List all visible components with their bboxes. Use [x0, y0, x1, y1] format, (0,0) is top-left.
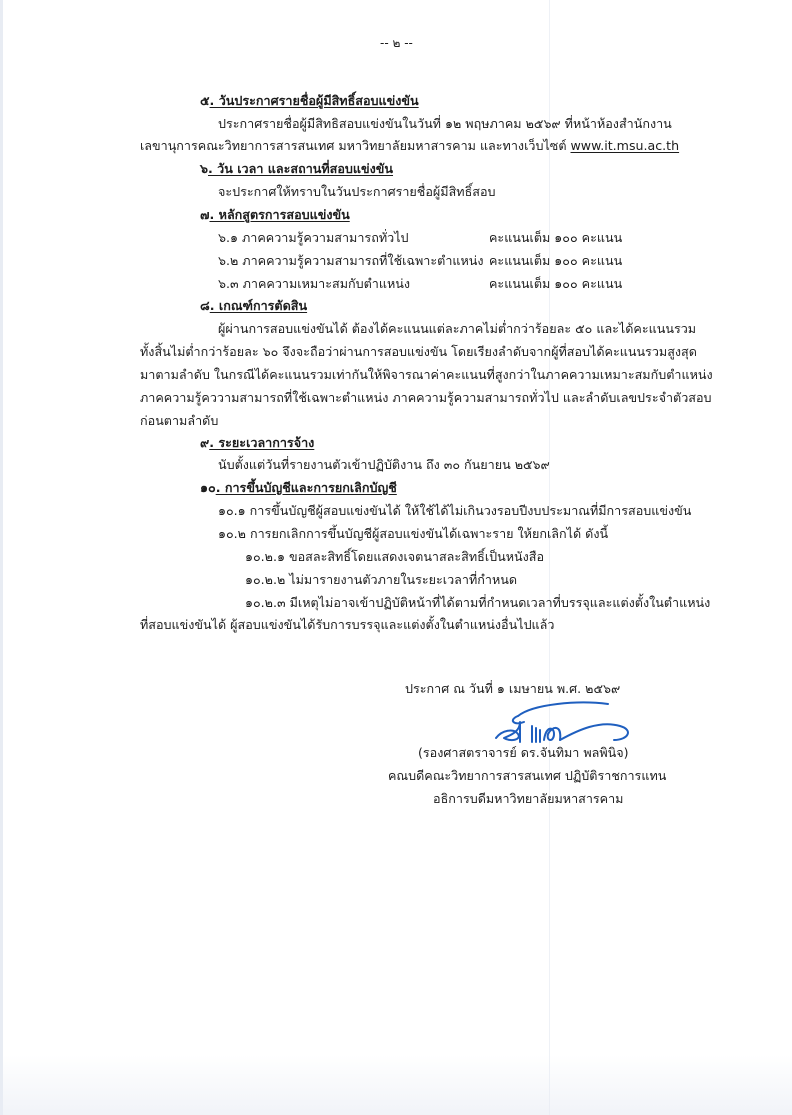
section-10-heading [200, 479, 397, 497]
section-number: ๘ [200, 298, 210, 313]
scan-artifact-line [549, 0, 550, 1115]
announcement-date: ประกาศ ณ วันที่ ๑ เมษายน พ.ศ. ๒๕๖๙ [405, 681, 621, 696]
section-8-text-line: ภาคความรู้คววามสามารถที่ใช้เฉพาะตำแหน่ง ภาคความรู้ความสามารถทั่วไป และลำดับเลขประจำตัวสอบ [140, 390, 712, 405]
scan-shadow [0, 1055, 792, 1115]
section-10-sub-item-1: ๑๐.๒.๑ ขอสละสิทธิ์โดยแสดงเจตนาสละสิทธิ์เป็นหนังสือ [245, 549, 545, 564]
curriculum-item-score: คะแนนเต็ม ๑๐๐ คะแนน [489, 253, 623, 268]
section-title: . ระยะเวลาการจ้าง [209, 435, 315, 450]
section-10-sub-item-2: ๑๐.๒.๒ ไม่มารายงานตัวภายในระยะเวลาที่กำหนด [245, 572, 518, 587]
section-title: . วันประกาศรายชื่อผู้มีสิทธิ์สอบแข่งขัน [209, 93, 419, 108]
section-title: . การขึ้นบัญชีและการยกเลิกบัญชี [215, 480, 397, 495]
section-title: . เกณฑ์การตัดสิน [209, 298, 308, 313]
section-9-heading [200, 434, 314, 452]
body-text: เลขานุการคณะวิทยาการสารสนเทศ มหาวิทยาลัยมหาสารคาม และทางเว็บไซต์ [140, 138, 571, 153]
section-5-heading [200, 92, 419, 110]
section-5-text-line-1: ประกาศรายชื่อผู้มีสิทธิสอบแข่งขันในวันที่ ๑๒ พฤษภาคม ๒๕๖๙ ที่หน้าห้องสำนักงาน [218, 116, 672, 131]
section-6-heading [200, 160, 393, 178]
scan-edge [0, 0, 3, 1115]
section-8-text-line: มาตามลำดับ ในกรณีได้คะแนนรวมเท่ากันให้พิจารณาค่าคะแนนที่สูงกว่าในภาคความเหมาะสมกับตำแหน่ง [140, 367, 713, 382]
signature-icon [488, 700, 638, 748]
page-number: -- ๒ -- [380, 36, 413, 50]
section-7-heading [200, 206, 350, 224]
signer-title-line-2: อธิการบดีมหาวิทยาลัยมหาสารคาม [433, 791, 624, 806]
section-number: ๑๐ [200, 480, 216, 495]
section-number: ๖ [200, 161, 208, 176]
signer-name: (รองศาสตราจารย์ ดร.จันทิมา พลพินิจ) [418, 745, 629, 760]
section-9-text: นับตั้งแต่วันที่รายงานตัวเข้าปฏิบัติงาน ถึง ๓๐ กันยายน ๒๕๖๙ [218, 457, 550, 472]
section-title: . หลักสูตรการสอบแข่งขัน [209, 207, 350, 222]
curriculum-item-score: คะแนนเต็ม ๑๐๐ คะแนน [489, 230, 623, 245]
section-number: ๕ [200, 93, 210, 108]
section-10-sub-item-3-cont: ที่สอบแข่งขันได้ ผู้สอบแข่งขันได้รับการบรรจุและแต่งตั้งในตำแหน่งอื่นไปแล้ว [140, 617, 555, 632]
curriculum-item-label: ๖.๑ ภาคความรู้ความสามารถทั่วไป [218, 230, 409, 245]
curriculum-item-label: ๖.๒ ภาคความรู้ความสามารถที่ใช้เฉพาะตำแหน่ง [218, 253, 484, 268]
signer-title-line-1: คณบดีคณะวิทยาการสารสนเทศ ปฏิบัติราชการแทน [388, 768, 667, 783]
section-6-text: จะประกาศให้ทราบในวันประกาศรายชื่อผู้มีสิทธิ์สอบ [218, 184, 496, 199]
curriculum-item-score: คะแนนเต็ม ๑๐๐ คะแนน [489, 276, 623, 291]
section-10-item-1: ๑๐.๑ การขึ้นบัญชีผู้สอบแข่งขันได้ ให้ใช้ได้ไม่เกินวงรอบปีงบประมาณที่มีการสอบแข่งขัน [218, 503, 692, 518]
section-number: ๗ [200, 207, 210, 222]
curriculum-item-label: ๖.๓ ภาคความเหมาะสมกับตำแหน่ง [218, 276, 411, 291]
section-8-text-line: ผู้ผ่านการสอบแข่งขันได้ ต้องได้คะแนนแต่ละภาคไม่ต่ำกว่าร้อยละ ๕๐ และได้คะแนนรวม [218, 321, 697, 336]
section-title: . วัน เวลา และสถานที่สอบแข่งขัน [208, 161, 394, 176]
section-5-text-line-2 [140, 137, 679, 155]
section-8-heading [200, 297, 307, 315]
section-8-text-line: ก่อนตามลำดับ [140, 413, 219, 428]
section-10-item-2: ๑๐.๒ การยกเลิกการขึ้นบัญชีผู้สอบแข่งขันได้เฉพาะราย ให้ยกเลิกได้ ดังนี้ [218, 526, 609, 541]
section-10-sub-item-3: ๑๐.๒.๓ มีเหตุไม่อาจเข้าปฏิบัติหน้าที่ได้ตามที่กำหนดเวลาที่บรรจุและแต่งตั้งในตำแหน่ง [245, 595, 711, 610]
website-link[interactable]: www.it.msu.ac.th [570, 138, 680, 153]
section-number: ๙ [200, 435, 210, 450]
section-8-text-line: ทั้งสิ้นไม่ต่ำกว่าร้อยละ ๖๐ จึงจะถือว่าผ่านการสอบแข่งขัน โดยเรียงลำดับจากผู้ที่สอบได้คะแนนรวมสูงสุด [140, 344, 697, 359]
